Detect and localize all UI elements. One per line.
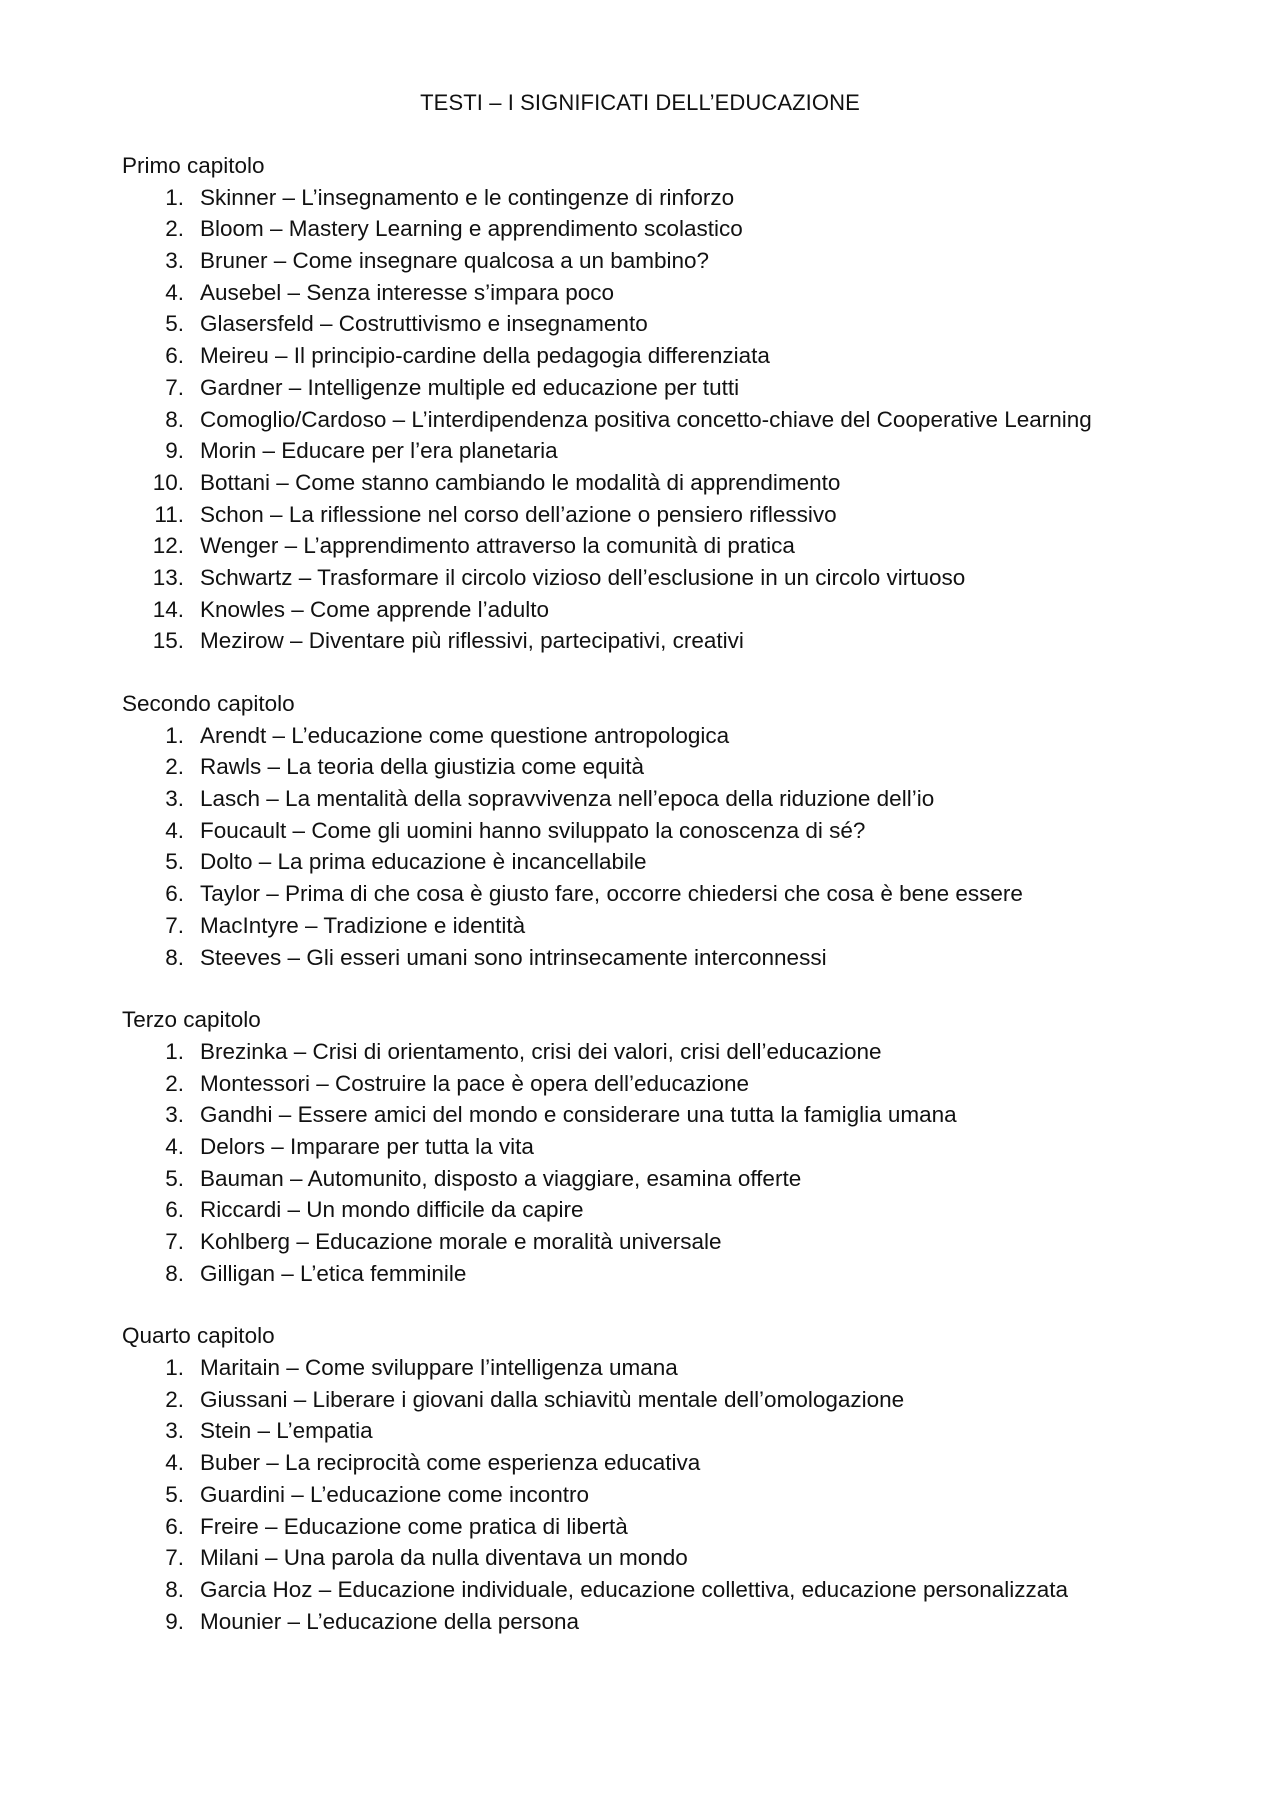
list-item-number: 5. [165,849,184,875]
list-item-number: 8. [165,1260,184,1286]
list-item [122,1415,1182,1447]
list-item-number: 7. [165,1229,184,1254]
list-item-text: Arendt – L’educazione come questione antropologica [200,722,730,748]
list-item-text: Gardner – Intelligenze multiple ed educazione per tutti [200,374,740,400]
list-item-text: Montessori – Costruire la pace è opera dell’educazione [200,1070,750,1096]
list-item-text: Riccardi – Un mondo difficile da capire [200,1197,584,1223]
list-item [122,1384,1182,1416]
list-item-number: 3. [165,1102,184,1128]
chapter-heading: Primo capitolo [122,153,265,178]
list-item-text: Milani – Una parola da nulla diventava un mondo [200,1545,688,1571]
list-item-number: 10. [152,469,184,495]
list-item [122,1099,1182,1131]
list-item-number: 3. [165,248,184,274]
list-item-text: Buber – La reciprocità come esperienza educativa [200,1450,701,1476]
list-item-text: Comoglio/Cardoso – L’interdipendenza positiva concetto-chiave del Cooperative Learning [200,406,1092,432]
list-item-number: 3. [165,786,184,812]
list-item-number: 14. [152,596,184,622]
list-item [122,182,1182,214]
list-item-text: Kohlberg – Educazione morale e moralità universale [200,1229,722,1254]
reading-list [122,720,1182,974]
list-item [122,372,1182,404]
list-item [122,1447,1182,1479]
list-item-text: Maritain – Come sviluppare l’intelligenza umana [200,1355,678,1381]
chapter-section [122,1320,1182,1637]
list-item-number: 6. [165,881,184,907]
list-item [122,1194,1182,1226]
list-item [122,846,1182,878]
list-item-number: 6. [165,343,184,369]
list-item-number: 2. [165,1386,184,1412]
list-item-number: 7. [165,1545,184,1571]
list-item [122,720,1182,752]
list-item [122,1574,1182,1606]
list-item-text: Mounier – L’educazione della persona [200,1608,580,1634]
list-item-number: 9. [165,1608,184,1634]
chapter-heading: Quarto capitolo [122,1323,275,1349]
list-item-number: 1. [165,722,184,748]
list-item-number: 2. [165,754,184,780]
list-item [122,340,1182,372]
list-item-text: Knowles – Come apprende l’adulto [200,596,549,622]
list-item-text: Mezirow – Diventare più riflessivi, partecipativi, creativi [200,628,744,654]
list-item [122,1479,1182,1511]
list-item-number: 2. [165,216,184,242]
list-item-number: 8. [165,944,184,970]
document-body [122,150,1182,1668]
list-item-number: 6. [165,1197,184,1223]
list-item-number: 1. [165,1355,184,1381]
list-item-number: 1. [165,1038,184,1064]
list-item-text: Foucault – Come gli uomini hanno sviluppato la conoscenza di sé? [200,817,866,843]
list-item-text: Garcia Hoz – Educazione individuale, educazione collettiva, educazione personalizzata [200,1576,1069,1602]
list-item-text: Dolto – La prima educazione è incancellabile [200,849,647,875]
list-item-number: 5. [165,1481,184,1507]
list-item-number: 6. [165,1513,184,1539]
list-item-text: Freire – Educazione come pratica di libertà [200,1513,628,1539]
list-item-text: Bottani – Come stanno cambiando le modalità di apprendimento [200,469,841,495]
list-item [122,1542,1182,1574]
list-item-text: Bloom – Mastery Learning e apprendimento scolastico [200,216,743,242]
list-item-text: Guardini – L’educazione come incontro [200,1481,589,1507]
list-item [122,594,1182,626]
list-item-text: MacIntyre – Tradizione e identità [200,912,526,938]
list-item [122,625,1182,657]
list-item-number: 13. [152,564,184,590]
list-item-text: Bruner – Come insegnare qualcosa a un bambino? [200,248,710,274]
list-item-number: 4. [165,1450,184,1476]
list-item [122,1606,1182,1638]
chapter-heading: Terzo capitolo [122,1007,261,1033]
list-item-number: 5. [165,1165,184,1191]
list-item [122,245,1182,277]
list-item-text: Skinner – L’insegnamento e le contingenze di rinforzo [200,184,735,210]
chapter-section [122,688,1182,973]
list-item-text: Steeves – Gli esseri umani sono intrinsecamente interconnessi [200,944,827,970]
list-item-number: 4. [165,279,184,305]
list-item [122,1352,1182,1384]
list-item-text: Schon – La riflessione nel corso dell’azione o pensiero riflessivo [200,501,837,527]
list-item-text: Rawls – La teoria della giustizia come equità [200,754,644,780]
list-item-number: 4. [165,817,184,843]
list-item [122,878,1182,910]
list-item-text: Morin – Educare per l’era planetaria [200,438,558,464]
list-item [122,1036,1182,1068]
list-item-text: Brezinka – Crisi di orientamento, crisi dei valori, crisi dell’educazione [200,1038,882,1064]
chapter-heading: Secondo capitolo [122,691,295,716]
list-item-number: 4. [165,1133,184,1159]
list-item [122,1068,1182,1100]
list-item [122,815,1182,847]
list-item [122,404,1182,436]
list-item-text: Meireu – Il principio-cardine della pedagogia differenziata [200,343,770,369]
list-item-number: 1. [165,184,184,210]
list-item-text: Bauman – Automunito, disposto a viaggiare, esamina offerte [200,1165,802,1191]
list-item [122,783,1182,815]
list-item [122,1511,1182,1543]
reading-list [122,1352,1182,1637]
list-item-number: 15. [152,628,184,654]
list-item-number: 12. [152,533,184,559]
list-item [122,499,1182,531]
list-item-text: Wenger – L’apprendimento attraverso la comunità di pratica [200,533,795,559]
list-item [122,1226,1182,1258]
list-item-number: 8. [165,406,184,432]
list-item [122,1163,1182,1195]
chapter-section [122,150,1182,657]
document-title: TESTI – I SIGNIFICATI DELL’EDUCAZIONE [420,90,860,115]
list-item [122,467,1182,499]
list-item [122,751,1182,783]
list-item-number: 11. [154,501,184,527]
list-item-text: Giussani – Liberare i giovani dalla schiavitù mentale dell’omologazione [200,1386,905,1412]
list-item-number: 7. [165,912,184,938]
list-item-text: Taylor – Prima di che cosa è giusto fare, occorre chiedersi che cosa è bene essere [200,881,1023,907]
list-item-number: 3. [165,1418,184,1444]
list-item-number: 9. [165,438,184,464]
list-item [122,910,1182,942]
reading-list [122,182,1182,657]
list-item [122,435,1182,467]
list-item-number: 7. [165,374,184,400]
list-item [122,308,1182,340]
list-item [122,562,1182,594]
list-item-number: 8. [165,1576,184,1602]
list-item-number: 2. [165,1070,184,1096]
list-item-text: Glasersfeld – Costruttivismo e insegnamento [200,311,648,337]
list-item-text: Lasch – La mentalità della sopravvivenza nell’epoca della riduzione dell’io [200,786,935,812]
list-item-text: Gandhi – Essere amici del mondo e considerare una tutta la famiglia umana [200,1102,957,1128]
list-item [122,1258,1182,1290]
list-item-text: Delors – Imparare per tutta la vita [200,1133,534,1159]
list-item-text: Stein – L’empatia [200,1418,373,1444]
list-item [122,277,1182,309]
list-item [122,530,1182,562]
list-item-text: Ausebel – Senza interesse s’impara poco [200,279,614,305]
list-item-text: Schwartz – Trasformare il circolo vizioso dell’esclusione in un circolo virtuoso [200,564,966,590]
list-item [122,942,1182,974]
list-item-number: 5. [165,311,184,337]
reading-list [122,1036,1182,1290]
list-item [122,1131,1182,1163]
list-item-text: Gilligan – L’etica femminile [200,1260,467,1286]
chapter-section [122,1004,1182,1289]
list-item [122,213,1182,245]
